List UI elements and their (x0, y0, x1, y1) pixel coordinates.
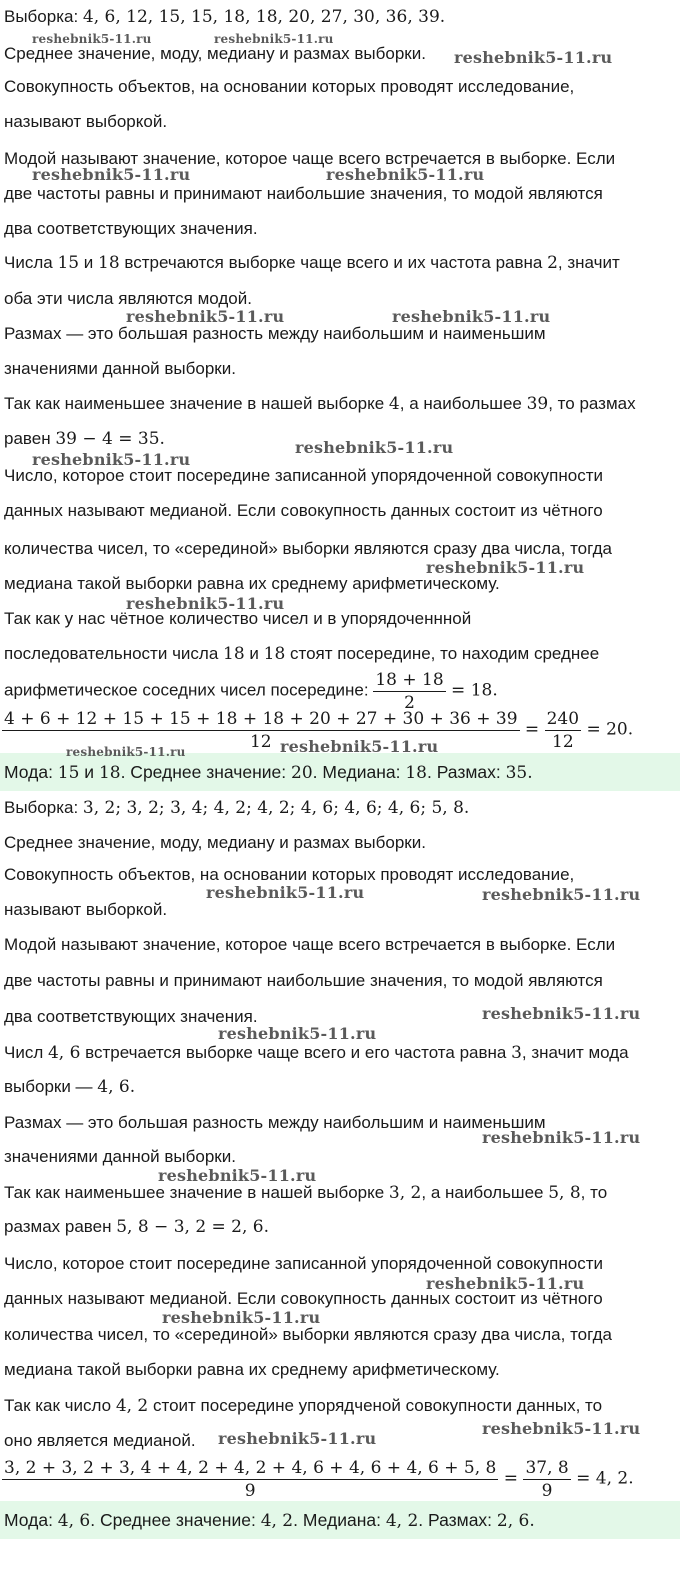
mode-explain-2-line-2: выборки — 4, 6. (4, 1077, 136, 1097)
watermark: reshebnik5-11.ru (32, 32, 152, 46)
def-mode-line-1: Модой называют значение, которое чаще всего встречается в выборке. Если (4, 149, 616, 168)
watermark: reshebnik5-11.ru (66, 745, 186, 759)
answer-box-2 (0, 1501, 680, 1539)
sample-label: Выборка: (4, 7, 83, 26)
def-mode-2-line-3: два соответствующих значения. (4, 1007, 258, 1026)
def-mode-line-2: две частоты равны и принимают наибольшие значения, то модой являются (4, 184, 603, 203)
watermark: reshebnik5-11.ru (126, 594, 285, 613)
def-median-line-2: данных называют медианой. Если совокупность данных состоит из чётного (4, 501, 603, 520)
def-range-line-2: значениями данной выборки. (4, 359, 236, 378)
answer-line-1: Мода: 15 и 18. Среднее значение: 20. Медиана: 18. Размах: 35. (4, 762, 533, 783)
mean-formula-2: $\frac{3, 2 + 3, 2 + 3, 4 + 4, 2 + 4, 2 + 4, 6 + 4, 6 + 4, 6 + 5, 8}{9}$ = $\frac{37, 8}{9}$ = 4, 2. (4, 1458, 634, 1500)
watermark: reshebnik5-11.ru (482, 1128, 641, 1147)
def-sample-2-line-2: называют выборкой. (4, 900, 168, 919)
def-mode-line-3: два соответствующих значения. (4, 219, 258, 238)
mean-fraction-2: $\frac{3, 2 + 3, 2 + 3, 4 + 4, 2 + 4, 2 + 4, 6 + 4, 6 + 4, 6 + 5, 8}{9}$ (4, 1458, 497, 1500)
def-median-line-4: медиана такой выборки равна их среднему арифметическому. (4, 574, 500, 593)
def-range-line-1: Размах — это большая разность между наибольшим и наименьшим (4, 324, 546, 343)
mode-explain-line-2: оба эти числа являются модой. (4, 289, 252, 308)
median-fraction: $\frac{18 + 18}{2}$ (375, 670, 444, 712)
watermark: reshebnik5-11.ru (482, 1004, 641, 1023)
def-sample-2-line-1: Совокупность объектов, на основании которых проводят исследование, (4, 865, 575, 884)
def-sample-line-2: называют выборкой. (4, 112, 168, 131)
watermark: reshebnik5-11.ru (126, 307, 285, 326)
def-median-2-line-3: количества чисел, то «серединой» выборки являются сразу два числа, тогда (4, 1325, 612, 1344)
median-explain-line-1: Так как у нас чётное количество чисел и в упорядоченнной (4, 609, 472, 628)
def-median-2-line-2: данных называют медианой. Если совокупность данных состоит из чётного (4, 1289, 603, 1308)
median-explain-line-3: арифметическое соседних чисел посередине: $\frac{18 + 18}{2}$ = 18. (4, 670, 498, 712)
mode-explain-2-line-1: Числ 4, 6 встречается выборке чаще всего и его частота равна 3, значит мода (4, 1043, 629, 1063)
mean-formula: $\frac{4 + 6 + 12 + 15 + 15 + 18 + 18 + 20 + 27 + 30 + 36 + 39}{12}$ = $\frac{240}{12}$ = 20. (4, 709, 634, 751)
median-explain-line-2: последовательности числа 18 и 18 стоят посередине, то находим среднее (4, 644, 600, 664)
watermark: reshebnik5-11.ru (32, 450, 191, 469)
def-median-2-line-4: медиана такой выборки равна их среднему арифметическому. (4, 1360, 500, 1379)
range-explain-line-1: Так как наименьшее значение в нашей выборке 4, а наибольшее 39, то размах (4, 394, 636, 414)
def-median-line-1: Число, которое стоит посередине записанной упорядоченной совокупности (4, 466, 604, 485)
watermark: reshebnik5-11.ru (426, 1274, 585, 1293)
watermark: reshebnik5-11.ru (392, 307, 551, 326)
range-explain-line-2: равен 39 − 4 = 35. (4, 429, 165, 449)
watermark: reshebnik5-11.ru (158, 1166, 317, 1185)
def-range-2-line-2: значениями данной выборки. (4, 1147, 236, 1166)
watermark: reshebnik5-11.ru (295, 438, 454, 457)
question-line: Среднее значение, моду, медиану и размах выборки. (4, 44, 426, 63)
watermark: reshebnik5-11.ru (482, 885, 641, 904)
watermark: reshebnik5-11.ru (454, 48, 613, 67)
question-line-2: Среднее значение, моду, медиану и размах выборки. (4, 833, 426, 852)
answer-line-2: Мода: 4, 6. Среднее значение: 4, 2. Медиана: 4, 2. Размах: 2, 6. (4, 1510, 535, 1531)
watermark: reshebnik5-11.ru (426, 558, 585, 577)
watermark: reshebnik5-11.ru (214, 32, 334, 46)
range-explain-2-line-2: размах равен 5, 8 − 3, 2 = 2, 6. (4, 1217, 270, 1237)
def-sample-line-1: Совокупность объектов, на основании которых проводят исследование, (4, 77, 575, 96)
watermark: reshebnik5-11.ru (162, 1308, 321, 1327)
sample-line (4, 6, 445, 28)
watermark: reshebnik5-11.ru (218, 1429, 377, 1448)
watermark: reshebnik5-11.ru (482, 1419, 641, 1438)
watermark: reshebnik5-11.ru (218, 1024, 377, 1043)
watermark: reshebnik5-11.ru (206, 883, 365, 902)
watermark: reshebnik5-11.ru (280, 737, 439, 756)
watermark: reshebnik5-11.ru (326, 165, 485, 184)
sample-values: 4, 6, 12, 15, 15, 18, 18, 20, 27, 30, 36, 39. (82, 7, 446, 27)
range-explain-2-line-1: Так как наименьшее значение в нашей выборке 3, 2, а наибольшее 5, 8, то (4, 1183, 608, 1203)
def-median-2-line-1: Число, которое стоит посередине записанной упорядоченной совокупности (4, 1254, 604, 1273)
mean-fraction-2-simplified: $\frac{37, 8}{9}$ (525, 1458, 569, 1500)
watermark: reshebnik5-11.ru (32, 165, 191, 184)
def-mode-2-line-1: Модой называют значение, которое чаще всего встречается в выборке. Если (4, 935, 616, 954)
def-mode-2-line-2: две частоты равны и принимают наибольшие значения, то модой являются (4, 971, 603, 990)
sample-line-2: Выборка: 3, 2; 3, 2; 3, 4; 4, 2; 4, 2; 4, 6; 4, 6; 4, 6; 5, 8. (4, 798, 470, 818)
mean-fraction: $\frac{4 + 6 + 12 + 15 + 15 + 18 + 18 + 20 + 27 + 30 + 36 + 39}{12}$ (4, 709, 518, 751)
mode-explain-line-1: Числа 15 и 18 встречаются выборке чаще всего и их частота равна 2, значит (4, 253, 620, 273)
def-median-line-3: количества чисел, то «серединой» выборки являются сразу два числа, тогда (4, 539, 612, 558)
def-range-2-line-1: Размах — это большая разность между наибольшим и наименьшим (4, 1113, 546, 1132)
mean-fraction-simplified: $\frac{240}{12}$ (546, 709, 580, 751)
median-explain-2-line-1: Так как число 4, 2 стоит посередине упорядченой совокупности данных, то (4, 1396, 603, 1416)
median-explain-2-line-2: оно является медианой. (4, 1431, 196, 1450)
